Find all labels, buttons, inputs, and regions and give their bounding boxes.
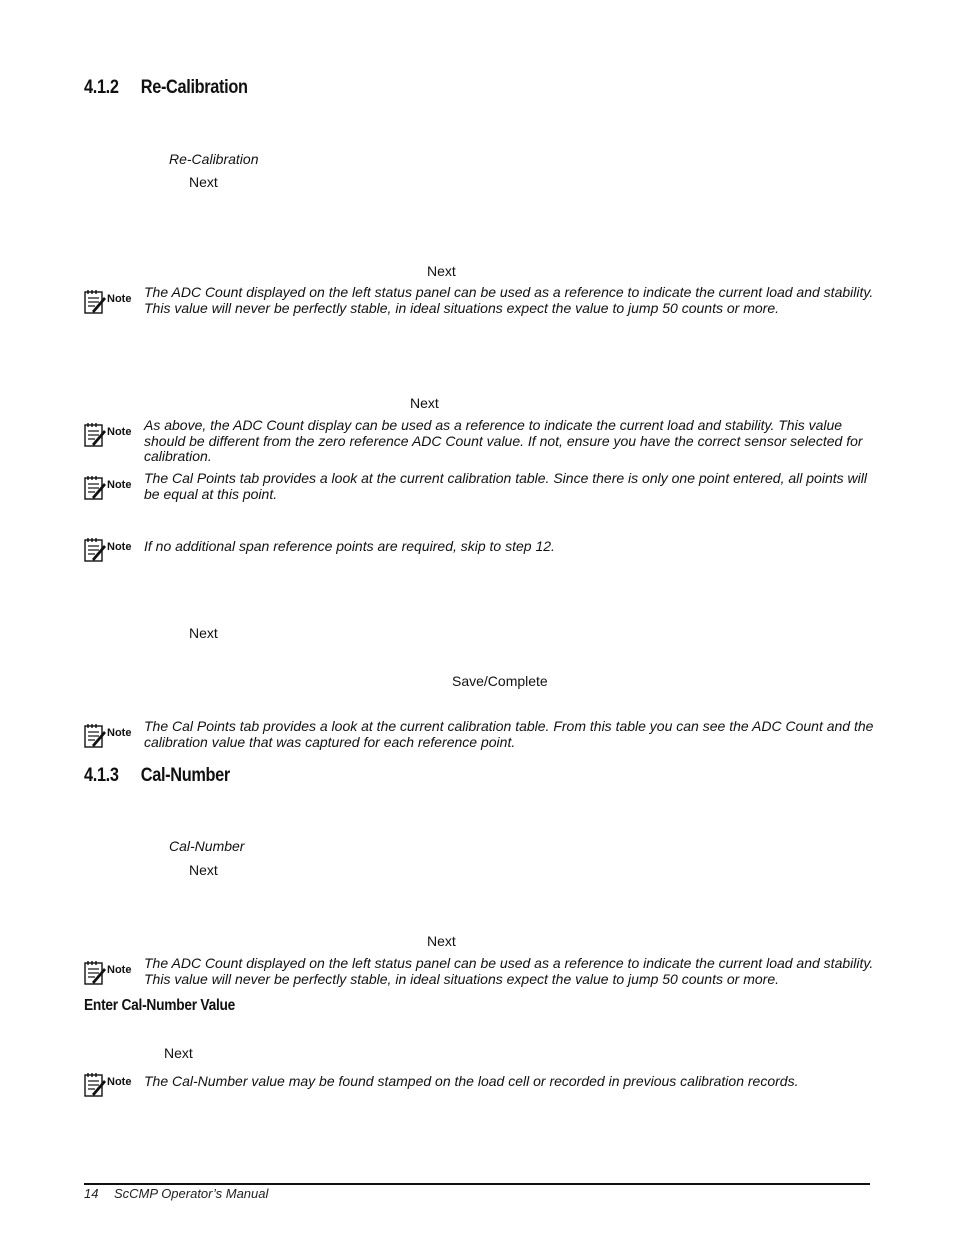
note-text: The ADC Count displayed on the left status panel can be used as a reference to indicate the current load and stability. This value will never be perfectly stable, in ideal situations expect the value to jump 50 counts or more. (144, 284, 874, 316)
section-heading-cal-number (84, 765, 230, 787)
save-complete-label: Save/Complete (452, 673, 548, 689)
next-label: Next (427, 933, 456, 949)
note-label: Note (107, 293, 132, 305)
manual-title: ScCMP Operator’s Manual (114, 1186, 269, 1201)
note-icon (84, 422, 136, 448)
note-icon (84, 1072, 136, 1098)
section-number: 4.1.3 (84, 765, 119, 786)
subheading-enter-cal-number: Enter Cal-Number Value (84, 997, 236, 1014)
section-title: Cal-Number (140, 765, 230, 786)
note-text: The ADC Count displayed on the left status panel can be used as a reference to indicate the current load and stability. This value will never be perfectly stable, in ideal situations expect the value to jump 50 counts or more. (144, 955, 874, 987)
page-number: 14 (84, 1186, 99, 1201)
next-label: Next (164, 1045, 193, 1061)
next-label: Next (189, 862, 218, 878)
next-label: Next (189, 625, 218, 641)
recalibration-term: Re-Calibration (169, 151, 259, 167)
note-text: As above, the ADC Count display can be used as a reference to indicate the current load and stability. This value should be different from the zero reference ADC Count value. If not, ensure you have the correct sensor selected for calibration. (144, 417, 863, 464)
note-icon (84, 289, 136, 315)
note-label: Note (107, 1076, 132, 1088)
next-label: Next (427, 263, 456, 279)
note-label: Note (107, 727, 132, 739)
note-text: The Cal Points tab provides a look at the current calibration table. Since there is only one point entered, all points will be equal at this point. (144, 470, 867, 502)
next-label: Next (189, 174, 218, 190)
section-title: Re-Calibration (140, 77, 248, 98)
note-icon (84, 723, 136, 749)
footer-rule (84, 1183, 870, 1185)
note-icon (84, 475, 136, 501)
note-label: Note (107, 964, 132, 976)
section-number: 4.1.2 (84, 77, 119, 98)
note-text: The Cal-Number value may be found stamped on the load cell or recorded in previous calibration records. (144, 1073, 799, 1089)
page-footer (84, 1186, 268, 1201)
note-icon (84, 960, 136, 986)
next-label: Next (410, 395, 439, 411)
section-heading-recalibration (84, 77, 248, 99)
note-text: If no additional span reference points are required, skip to step 12. (144, 538, 555, 554)
note-icon (84, 537, 136, 563)
note-label: Note (107, 541, 132, 553)
note-label: Note (107, 479, 132, 491)
note-text: The Cal Points tab provides a look at the current calibration table. From this table you can see the ADC Count and the calibration value that was captured for each reference point. (144, 718, 874, 750)
note-label: Note (107, 426, 132, 438)
cal-number-term: Cal-Number (169, 838, 245, 854)
